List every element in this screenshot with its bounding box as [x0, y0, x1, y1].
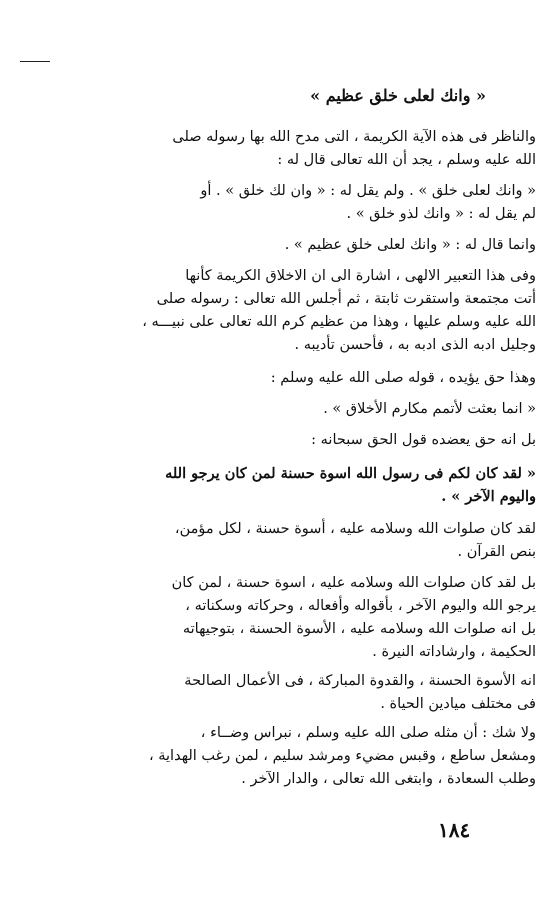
paragraph — [18, 398, 536, 421]
text-line: والناظر فى هذه الآية الكريمة ، التى مدح الله بها رسوله صلى — [172, 129, 536, 145]
text-line: « لقد كان لكم فى رسول الله اسوة حسنة لمن كان يرجو الله — [165, 465, 536, 482]
text-line: « وانك لعلى خلق » . ولم يقل له : « وان لك خلق » . أو — [200, 183, 536, 199]
text-line: « انما بعثت لأتمم مكارم الأخلاق » . — [323, 401, 536, 417]
section-heading: « وانك لعلى خلق عظيم » — [310, 86, 486, 105]
paragraph — [18, 367, 536, 390]
text-line: وفى هذا التعبير الالهى ، اشارة الى ان الاخلاق الكريمة كأنها — [185, 268, 536, 284]
text-line: بنص القرآن . — [457, 544, 536, 560]
text-line: انه الأسوة الحسنة ، والقدوة المباركة ، فى الأعمال الصالحة — [184, 673, 536, 689]
paragraph — [18, 429, 536, 452]
text-line: أتت مجتمعة واستقرت ثابتة ، ثم أجلس الله تعالى : رسوله صلى — [156, 291, 536, 307]
paragraph — [18, 518, 536, 564]
paragraph — [18, 234, 536, 257]
text-line: ولا شك : أن مثله صلى الله عليه وسلم ، نبراس وضــاء ، — [200, 725, 536, 741]
text-line: وطلب السعادة ، وابتغى الله تعالى ، والدار الآخر . — [241, 771, 536, 787]
paragraph — [18, 126, 536, 172]
text-line: ومشعل ساطع ، وقبس مضيء ومرشد سليم ، لمن رغب الهداية ، — [148, 748, 536, 764]
paragraph — [18, 265, 536, 357]
paragraph — [18, 572, 536, 664]
paragraph — [18, 462, 536, 508]
text-line: لقد كان صلوات الله وسلامه عليه ، أسوة حسنة ، لكل مؤمن، — [174, 521, 536, 537]
text-line: الحكيمة ، وارشاداته النيرة . — [372, 644, 536, 660]
text-line: فى مختلف ميادين الحياة . — [380, 696, 536, 712]
text-line: الله عليه وسلم عليها ، وهذا من عظيم كرم الله تعالى على نبيـــه ، — [142, 314, 536, 330]
text-line: واليوم الآخر » . — [441, 488, 536, 505]
page-number: ١٨٤ — [438, 818, 471, 842]
text-line: وجليل ادبه الذى ادبه به ، فأحسن تأديبه . — [294, 337, 536, 353]
text-line: بل انه حق يعضده قول الحق سبحانه : — [311, 432, 536, 448]
paragraph — [18, 670, 536, 716]
text-line: وهذا حق يؤيده ، قوله صلى الله عليه وسلم : — [270, 370, 536, 386]
paragraph — [18, 722, 536, 791]
header-rule — [20, 61, 50, 62]
paragraph — [18, 180, 536, 226]
text-line: بل لقد كان صلوات الله وسلامه عليه ، اسوة حسنة ، لمن كان — [171, 575, 536, 591]
text-line: لم يقل له : « وانك لذو خلق » . — [346, 206, 536, 222]
text-line: الله عليه وسلم ، يجد أن الله تعالى قال له : — [277, 152, 536, 168]
text-line: بل انه صلوات الله وسلامه عليه ، الأسوة الحسنة ، بتوجيهاته — [182, 621, 536, 637]
text-line: وانما قال له : « وانك لعلى خلق عظيم » . — [284, 237, 536, 253]
text-line: يرجو الله واليوم الآخر ، بأقواله وأفعاله ، وحركاته وسكناته ، — [185, 598, 536, 614]
